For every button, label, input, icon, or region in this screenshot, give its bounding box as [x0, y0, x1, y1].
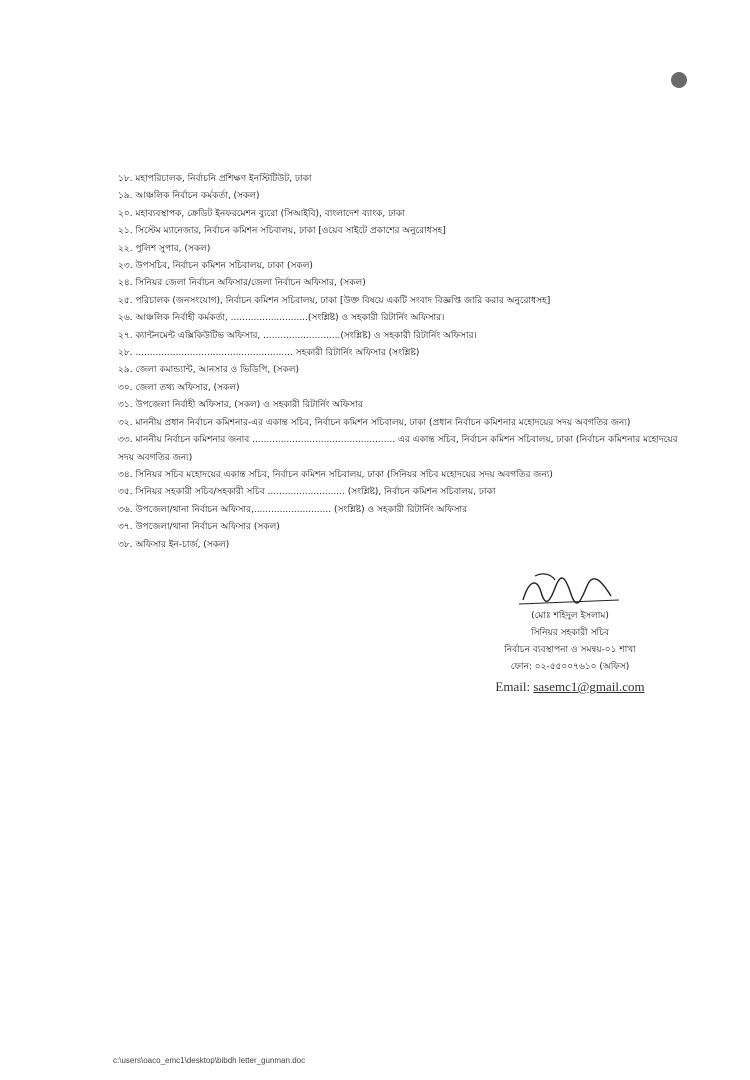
list-item: ২৫. পরিচালক (জনসংযোগ), নির্বাচন কমিশন সচিবালয়, ঢাকা [উক্ত বিষয়ে একটি সংবাদ বিজ্ঞপ্তি জারি করার অনুরোধসহ]	[118, 295, 551, 306]
list-item: ৩৭. উপজেলা/থানা নির্বাচন অফিসার (সকল)	[118, 522, 280, 533]
list-item: ২১. সিস্টেম ম্যানেজার, নির্বাচন কমিশন সচিবালয়, ঢাকা [ওয়েব সাইটে প্রকাশের অনুরোধসহ]	[118, 226, 446, 237]
list-item: ২৩. উপসচিব, নির্বাচন কমিশন সচিবালয়, ঢাকা (সকল)	[118, 261, 313, 272]
signatory-phone: ফোন: ০২-৫৫০০৭৬১০ (অফিস)	[510, 662, 630, 672]
list-item: ১৮. মহাপরিচালক, নির্বাচনি প্রশিক্ষণ ইনস্টিটিউট, ঢাকা	[118, 174, 312, 184]
list-item: ২৮. ....................................................... সহকারী রিটার্নিং অফিসার (সংশ্লিষ্ট)	[118, 348, 420, 359]
list-item: ৩৪. সিনিয়র সচিব মহোদয়ের একান্ত সচিব, নির্বাচন কমিশন সচিবালয়, ঢাকা (সিনিয়র সচিব মহোদয়ের সদয় অবগতির জন্য)	[118, 469, 553, 480]
list-item: ২২. পুলিশ সুপার, (সকল)	[118, 243, 211, 254]
distribution-list	[118, 171, 678, 554]
list-item: ১৯. আঞ্চলিক নির্বাচন কর্মকর্তা, (সকল)	[118, 191, 260, 202]
list-item: ৩৩. মাননীয় নির্বাচন কমিশনার জনাব .................................................. এর একান্ত সচিব, নির্বাচন কমিশন সচিবালয়, ঢাকা (নির্বাচন কমিশনার মহোদয়ের সদয় অবগতির জন্য)	[118, 435, 678, 463]
list-item: ৩৬. উপজেলা/থানা নির্বাচন অফিসার,........................... (সংশ্লিষ্ট) ও সহকারী রিটার্নিং অফিসার	[118, 504, 468, 515]
signatory-branch: নির্বাচন ব্যবস্থাপনা ও সমন্বয়-০১ শাখা	[504, 645, 636, 655]
list-item: ৩১. উপজেলা নির্বাহী অফিসার, (সকল) ও সহকারী রিটার্নিং অফিসার	[118, 400, 363, 411]
handwritten-signature	[460, 570, 680, 608]
email-line	[460, 678, 680, 696]
email-link[interactable]: sasemc1@gmail.com	[533, 679, 645, 694]
list-item: ২৬. আঞ্চলিক নির্বাহী কর্মকর্তা, ...........................(সংশ্লিষ্ট) ও সহকারী রিটার্নিং অফিসার।	[118, 313, 445, 324]
signatory-designation: সিনিয়র সহকারী সচিব	[531, 628, 609, 638]
punch-hole	[671, 72, 687, 88]
list-item: ৩৫. সিনিয়র সহকারী সচিব/সহকারী সচিব ........................... (সংশ্লিষ্ট), নির্বাচন কমিশন সচিবালয়, ঢাকা	[118, 487, 496, 498]
list-item: ২৪. সিনিয়র জেলা নির্বাচন অফিসার/জেলা নির্বাচন অফিসার, (সকল)	[118, 278, 366, 289]
list-item: ২০. মহাব্যবস্থাপক, ক্রেডিট ইনফরমেশন ব্যুরো (সিআইবি), বাংলাদেশ ব্যাংক, ঢাকা	[118, 208, 405, 219]
list-item: ৩২. মাননীয় প্রধান নির্বাচন কমিশনার-এর একান্ত সচিব, নির্বাচন কমিশন সচিবালয়, ঢাকা (প্রধান নির্বাচন কমিশনার মহোদয়ের সদয় অবগতির জন্য)	[118, 417, 631, 428]
list-item: ৩৮. অফিসার ইন-চার্জ, (সকল)	[118, 539, 230, 550]
list-item: ২৭. ক্যান্টনমেন্ট এক্সিকিউটিভ অফিসার, ...........................(সংশ্লিষ্ট) ও সহকারী রিটার্নিং অফিসার।	[118, 330, 477, 341]
signature-block	[460, 570, 680, 696]
email-label: Email:	[495, 679, 531, 694]
list-item: ৩০. জেলা তথ্য অফিসার, (সকল)	[118, 382, 240, 393]
document-path-footer: c:\users\oaco_emc1\desktop\bibdh letter_gunman.doc	[113, 1056, 306, 1065]
signatory-name: (মোঃ শহিদুল ইসলাম)	[531, 611, 609, 621]
list-item: ২৯. জেলা কমান্ড্যান্ট, আনসার ও ভিডিপি, (সকল)	[118, 365, 300, 376]
